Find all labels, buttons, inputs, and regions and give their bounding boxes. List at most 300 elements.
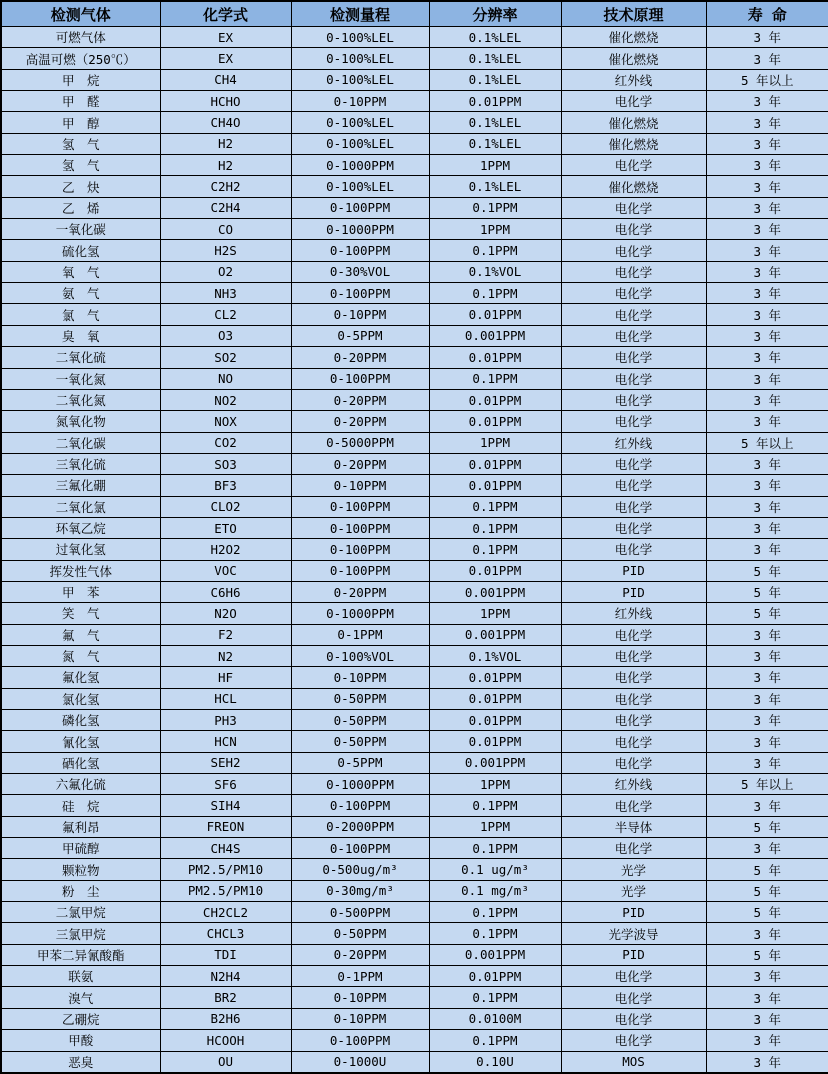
principle-cell: 电化学 (561, 261, 706, 282)
gas-cell: 恶臭 (1, 1051, 160, 1073)
gas-cell: 氟利昂 (1, 816, 160, 837)
range-cell: 0-100PPM (291, 1030, 429, 1051)
range-cell: 0-100PPM (291, 368, 429, 389)
table-row (1, 176, 828, 197)
table-row (1, 581, 828, 602)
column-header-life: 寿 命 (706, 1, 828, 27)
formula-cell: SF6 (160, 774, 291, 795)
column-header-principle: 技术原理 (561, 1, 706, 27)
table-row (1, 133, 828, 154)
principle-cell: 电化学 (561, 667, 706, 688)
gas-cell: 联氨 (1, 966, 160, 987)
principle-cell: 电化学 (561, 731, 706, 752)
range-cell: 0-10PPM (291, 304, 429, 325)
gas-cell: 氨 气 (1, 283, 160, 304)
range-cell: 0-1000PPM (291, 603, 429, 624)
resolution-cell: 0.001PPM (429, 752, 561, 773)
range-cell: 0-1PPM (291, 624, 429, 645)
life-cell: 3 年 (706, 731, 828, 752)
life-cell: 3 年 (706, 966, 828, 987)
life-cell: 3 年 (706, 453, 828, 474)
resolution-cell: 1PPM (429, 155, 561, 176)
formula-cell: CO2 (160, 432, 291, 453)
gas-cell: 溴气 (1, 987, 160, 1008)
life-cell: 3 年 (706, 240, 828, 261)
formula-cell: H2 (160, 155, 291, 176)
life-cell: 5 年以上 (706, 69, 828, 90)
principle-cell: 电化学 (561, 1008, 706, 1029)
principle-cell: 催化燃烧 (561, 27, 706, 48)
table-row (1, 688, 828, 709)
resolution-cell: 0.1PPM (429, 923, 561, 944)
formula-cell: CH4O (160, 112, 291, 133)
range-cell: 0-100PPM (291, 539, 429, 560)
life-cell: 5 年 (706, 859, 828, 880)
principle-cell: 电化学 (561, 710, 706, 731)
range-cell: 0-100%LEL (291, 69, 429, 90)
resolution-cell: 0.1%LEL (429, 133, 561, 154)
life-cell: 3 年 (706, 368, 828, 389)
formula-cell: BF3 (160, 475, 291, 496)
table-row (1, 91, 828, 112)
gas-cell: 氟 气 (1, 624, 160, 645)
column-header-range: 检测量程 (291, 1, 429, 27)
principle-cell: 电化学 (561, 453, 706, 474)
gas-cell: 挥发性气体 (1, 560, 160, 581)
resolution-cell: 0.1%LEL (429, 48, 561, 69)
range-cell: 0-50PPM (291, 923, 429, 944)
gas-cell: 粉 尘 (1, 880, 160, 901)
column-header-gas: 检测气体 (1, 1, 160, 27)
formula-cell: F2 (160, 624, 291, 645)
life-cell: 3 年 (706, 219, 828, 240)
gas-cell: 臭 氧 (1, 325, 160, 346)
life-cell: 3 年 (706, 688, 828, 709)
principle-cell: PID (561, 560, 706, 581)
range-cell: 0-100PPM (291, 795, 429, 816)
range-cell: 0-20PPM (291, 581, 429, 602)
range-cell: 0-30%VOL (291, 261, 429, 282)
range-cell: 0-500PPM (291, 902, 429, 923)
range-cell: 0-10PPM (291, 987, 429, 1008)
resolution-cell: 0.1%LEL (429, 112, 561, 133)
formula-cell: B2H6 (160, 1008, 291, 1029)
range-cell: 0-100PPM (291, 560, 429, 581)
gas-cell: 甲 醇 (1, 112, 160, 133)
range-cell: 0-500ug/m³ (291, 859, 429, 880)
range-cell: 0-30mg/m³ (291, 880, 429, 901)
formula-cell: HCN (160, 731, 291, 752)
resolution-cell: 0.1PPM (429, 368, 561, 389)
life-cell: 5 年 (706, 944, 828, 965)
range-cell: 0-1PPM (291, 966, 429, 987)
range-cell: 0-100%VOL (291, 645, 429, 666)
table-row (1, 261, 828, 282)
resolution-cell: 1PPM (429, 816, 561, 837)
range-cell: 0-100%LEL (291, 112, 429, 133)
formula-cell: CO (160, 219, 291, 240)
gas-cell: 氢 气 (1, 133, 160, 154)
table-row (1, 859, 828, 880)
gas-cell: 甲苯二异氰酸酯 (1, 944, 160, 965)
table-row (1, 1030, 828, 1051)
principle-cell: 电化学 (561, 1030, 706, 1051)
table-row (1, 710, 828, 731)
life-cell: 3 年 (706, 624, 828, 645)
resolution-cell: 0.1PPM (429, 283, 561, 304)
resolution-cell: 0.1PPM (429, 517, 561, 538)
range-cell: 0-100PPM (291, 283, 429, 304)
life-cell: 3 年 (706, 667, 828, 688)
gas-cell: 一氧化氮 (1, 368, 160, 389)
gas-cell: 甲 醛 (1, 91, 160, 112)
life-cell: 5 年以上 (706, 774, 828, 795)
resolution-cell: 1PPM (429, 774, 561, 795)
range-cell: 0-5000PPM (291, 432, 429, 453)
table-row (1, 560, 828, 581)
principle-cell: 电化学 (561, 197, 706, 218)
formula-cell: HCHO (160, 91, 291, 112)
principle-cell: 电化学 (561, 539, 706, 560)
life-cell: 3 年 (706, 1008, 828, 1029)
resolution-cell: 0.01PPM (429, 966, 561, 987)
gas-cell: 硫化氢 (1, 240, 160, 261)
range-cell: 0-20PPM (291, 389, 429, 410)
formula-cell: O2 (160, 261, 291, 282)
principle-cell: 电化学 (561, 219, 706, 240)
table-row (1, 453, 828, 474)
gas-cell: 硒化氢 (1, 752, 160, 773)
gas-cell: 过氧化氢 (1, 539, 160, 560)
table-row (1, 966, 828, 987)
principle-cell: 催化燃烧 (561, 133, 706, 154)
principle-cell: 催化燃烧 (561, 48, 706, 69)
table-row (1, 816, 828, 837)
life-cell: 5 年 (706, 560, 828, 581)
formula-cell: C2H2 (160, 176, 291, 197)
range-cell: 0-100PPM (291, 197, 429, 218)
header-row (1, 1, 828, 27)
table-row (1, 731, 828, 752)
life-cell: 5 年 (706, 902, 828, 923)
formula-cell: NO (160, 368, 291, 389)
gas-cell: 三氧化硫 (1, 453, 160, 474)
resolution-cell: 0.001PPM (429, 581, 561, 602)
range-cell: 0-1000PPM (291, 155, 429, 176)
table-row (1, 475, 828, 496)
principle-cell: 红外线 (561, 432, 706, 453)
life-cell: 3 年 (706, 155, 828, 176)
principle-cell: 电化学 (561, 752, 706, 773)
formula-cell: BR2 (160, 987, 291, 1008)
formula-cell: H2O2 (160, 539, 291, 560)
life-cell: 3 年 (706, 923, 828, 944)
range-cell: 0-100PPM (291, 496, 429, 517)
formula-cell: EX (160, 48, 291, 69)
life-cell: 3 年 (706, 389, 828, 410)
principle-cell: 电化学 (561, 688, 706, 709)
gas-cell: 笑 气 (1, 603, 160, 624)
gas-cell: 氢 气 (1, 155, 160, 176)
range-cell: 0-10PPM (291, 1008, 429, 1029)
formula-cell: SO3 (160, 453, 291, 474)
resolution-cell: 0.01PPM (429, 411, 561, 432)
table-row (1, 624, 828, 645)
formula-cell: OU (160, 1051, 291, 1073)
range-cell: 0-50PPM (291, 710, 429, 731)
principle-cell: 电化学 (561, 624, 706, 645)
range-cell: 0-10PPM (291, 475, 429, 496)
resolution-cell: 0.001PPM (429, 325, 561, 346)
gas-cell: 二氧化氯 (1, 496, 160, 517)
table-row (1, 368, 828, 389)
formula-cell: N2 (160, 645, 291, 666)
table-row (1, 667, 828, 688)
resolution-cell: 0.10U (429, 1051, 561, 1073)
gas-cell: 甲硫醇 (1, 838, 160, 859)
principle-cell: 电化学 (561, 347, 706, 368)
gas-cell: 氰化氢 (1, 731, 160, 752)
principle-cell: 电化学 (561, 91, 706, 112)
table-row (1, 838, 828, 859)
range-cell: 0-100PPM (291, 838, 429, 859)
formula-cell: PM2.5/PM10 (160, 880, 291, 901)
table-row (1, 112, 828, 133)
principle-cell: 电化学 (561, 325, 706, 346)
range-cell: 0-100PPM (291, 517, 429, 538)
resolution-cell: 0.1PPM (429, 795, 561, 816)
formula-cell: H2 (160, 133, 291, 154)
principle-cell: 半导体 (561, 816, 706, 837)
resolution-cell: 0.01PPM (429, 453, 561, 474)
resolution-cell: 0.1%VOL (429, 261, 561, 282)
formula-cell: CL2 (160, 304, 291, 325)
principle-cell: PID (561, 581, 706, 602)
table-row (1, 752, 828, 773)
range-cell: 0-1000PPM (291, 774, 429, 795)
table-row (1, 48, 828, 69)
table-row (1, 603, 828, 624)
resolution-cell: 0.01PPM (429, 710, 561, 731)
gas-cell: 二氯甲烷 (1, 902, 160, 923)
range-cell: 0-100%LEL (291, 176, 429, 197)
table-row (1, 539, 828, 560)
resolution-cell: 0.01PPM (429, 560, 561, 581)
life-cell: 3 年 (706, 517, 828, 538)
resolution-cell: 0.001PPM (429, 944, 561, 965)
principle-cell: 光学 (561, 859, 706, 880)
life-cell: 3 年 (706, 347, 828, 368)
formula-cell: N2O (160, 603, 291, 624)
resolution-cell: 0.01PPM (429, 389, 561, 410)
table-row (1, 496, 828, 517)
gas-cell: 氟化氢 (1, 667, 160, 688)
life-cell: 3 年 (706, 112, 828, 133)
principle-cell: 催化燃烧 (561, 176, 706, 197)
principle-cell: 电化学 (561, 517, 706, 538)
resolution-cell: 0.01PPM (429, 731, 561, 752)
resolution-cell: 0.01PPM (429, 91, 561, 112)
principle-cell: 电化学 (561, 155, 706, 176)
life-cell: 3 年 (706, 411, 828, 432)
formula-cell: NO2 (160, 389, 291, 410)
principle-cell: 电化学 (561, 795, 706, 816)
life-cell: 5 年 (706, 581, 828, 602)
range-cell: 0-1000U (291, 1051, 429, 1073)
gas-cell: 氯化氢 (1, 688, 160, 709)
gas-cell: 二氧化氮 (1, 389, 160, 410)
table-row (1, 645, 828, 666)
formula-cell: HCL (160, 688, 291, 709)
principle-cell: MOS (561, 1051, 706, 1073)
life-cell: 3 年 (706, 645, 828, 666)
formula-cell: HCOOH (160, 1030, 291, 1051)
formula-cell: NOX (160, 411, 291, 432)
range-cell: 0-50PPM (291, 731, 429, 752)
life-cell: 3 年 (706, 261, 828, 282)
gas-cell: 硅 烷 (1, 795, 160, 816)
resolution-cell: 0.01PPM (429, 347, 561, 368)
gas-cell: 氧 气 (1, 261, 160, 282)
table-row (1, 325, 828, 346)
resolution-cell: 1PPM (429, 219, 561, 240)
resolution-cell: 0.1%LEL (429, 27, 561, 48)
gas-cell: 六氟化硫 (1, 774, 160, 795)
gas-cell: 二氧化硫 (1, 347, 160, 368)
table-row (1, 1051, 828, 1073)
column-header-formula: 化学式 (160, 1, 291, 27)
range-cell: 0-20PPM (291, 944, 429, 965)
range-cell: 0-10PPM (291, 667, 429, 688)
principle-cell: 电化学 (561, 987, 706, 1008)
principle-cell: 电化学 (561, 240, 706, 261)
range-cell: 0-20PPM (291, 347, 429, 368)
range-cell: 0-2000PPM (291, 816, 429, 837)
life-cell: 3 年 (706, 987, 828, 1008)
resolution-cell: 0.1PPM (429, 1030, 561, 1051)
range-cell: 0-100%LEL (291, 48, 429, 69)
resolution-cell: 0.1PPM (429, 197, 561, 218)
table-row (1, 219, 828, 240)
formula-cell: TDI (160, 944, 291, 965)
life-cell: 5 年 (706, 816, 828, 837)
table-row (1, 795, 828, 816)
table-row (1, 432, 828, 453)
resolution-cell: 0.01PPM (429, 667, 561, 688)
principle-cell: 红外线 (561, 69, 706, 90)
table-row (1, 517, 828, 538)
formula-cell: ETO (160, 517, 291, 538)
principle-cell: PID (561, 944, 706, 965)
table-row (1, 987, 828, 1008)
formula-cell: VOC (160, 560, 291, 581)
principle-cell: 电化学 (561, 304, 706, 325)
principle-cell: 红外线 (561, 603, 706, 624)
formula-cell: SIH4 (160, 795, 291, 816)
resolution-cell: 0.1PPM (429, 838, 561, 859)
gas-cell: 颗粒物 (1, 859, 160, 880)
gas-cell: 磷化氢 (1, 710, 160, 731)
formula-cell: EX (160, 27, 291, 48)
table-row (1, 389, 828, 410)
principle-cell: 电化学 (561, 368, 706, 389)
gas-cell: 三氟化硼 (1, 475, 160, 496)
formula-cell: H2S (160, 240, 291, 261)
gas-cell: 环氧乙烷 (1, 517, 160, 538)
life-cell: 3 年 (706, 133, 828, 154)
life-cell: 3 年 (706, 838, 828, 859)
life-cell: 3 年 (706, 197, 828, 218)
resolution-cell: 0.1 ug/m³ (429, 859, 561, 880)
principle-cell: 光学波导 (561, 923, 706, 944)
range-cell: 0-100%LEL (291, 27, 429, 48)
table-row (1, 774, 828, 795)
principle-cell: 电化学 (561, 496, 706, 517)
table-row (1, 944, 828, 965)
gas-cell: 甲 苯 (1, 581, 160, 602)
gas-cell: 氯 气 (1, 304, 160, 325)
formula-cell: NH3 (160, 283, 291, 304)
principle-cell: 电化学 (561, 411, 706, 432)
life-cell: 3 年 (706, 48, 828, 69)
resolution-cell: 0.1 mg/m³ (429, 880, 561, 901)
range-cell: 0-100PPM (291, 240, 429, 261)
formula-cell: HF (160, 667, 291, 688)
table-row (1, 197, 828, 218)
resolution-cell: 0.001PPM (429, 624, 561, 645)
formula-cell: SEH2 (160, 752, 291, 773)
gas-cell: 可燃气体 (1, 27, 160, 48)
formula-cell: O3 (160, 325, 291, 346)
formula-cell: PH3 (160, 710, 291, 731)
formula-cell: CHCL3 (160, 923, 291, 944)
table-row (1, 902, 828, 923)
formula-cell: CH4S (160, 838, 291, 859)
range-cell: 0-20PPM (291, 411, 429, 432)
range-cell: 0-100%LEL (291, 133, 429, 154)
range-cell: 0-10PPM (291, 91, 429, 112)
table-row (1, 283, 828, 304)
principle-cell: PID (561, 902, 706, 923)
principle-cell: 红外线 (561, 774, 706, 795)
resolution-cell: 0.1PPM (429, 902, 561, 923)
life-cell: 5 年 (706, 880, 828, 901)
resolution-cell: 0.01PPM (429, 304, 561, 325)
resolution-cell: 0.0100M (429, 1008, 561, 1029)
table-row (1, 880, 828, 901)
resolution-cell: 0.01PPM (429, 688, 561, 709)
table-row (1, 347, 828, 368)
table-row (1, 1008, 828, 1029)
range-cell: 0-5PPM (291, 752, 429, 773)
range-cell: 0-20PPM (291, 453, 429, 474)
life-cell: 3 年 (706, 795, 828, 816)
life-cell: 3 年 (706, 91, 828, 112)
resolution-cell: 0.1PPM (429, 987, 561, 1008)
life-cell: 5 年 (706, 603, 828, 624)
formula-cell: SO2 (160, 347, 291, 368)
principle-cell: 电化学 (561, 966, 706, 987)
life-cell: 3 年 (706, 304, 828, 325)
resolution-cell: 0.1%VOL (429, 645, 561, 666)
formula-cell: C6H6 (160, 581, 291, 602)
gas-cell: 甲酸 (1, 1030, 160, 1051)
resolution-cell: 0.01PPM (429, 475, 561, 496)
formula-cell: N2H4 (160, 966, 291, 987)
range-cell: 0-50PPM (291, 688, 429, 709)
table-row (1, 304, 828, 325)
life-cell: 3 年 (706, 752, 828, 773)
